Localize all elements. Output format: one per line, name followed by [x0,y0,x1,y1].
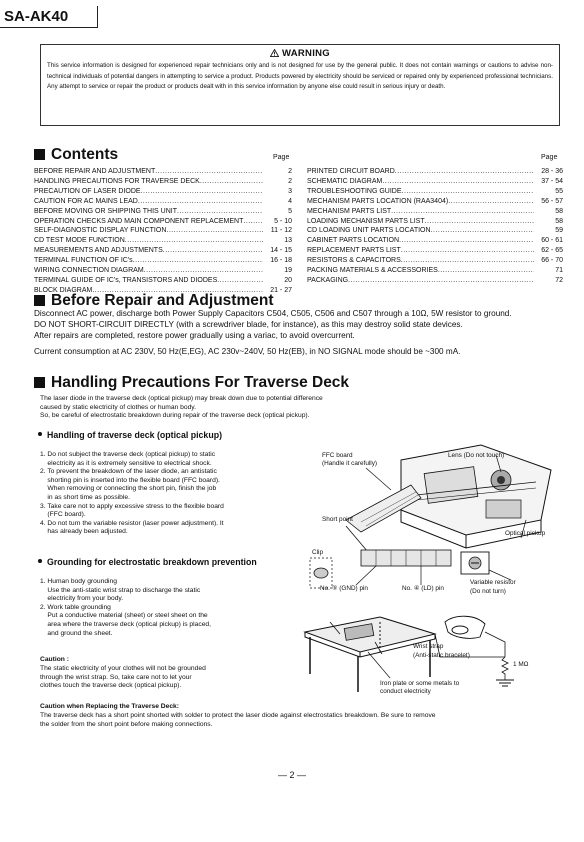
toc-entry [34,167,292,177]
label-optical-pickup: Optical pickup [505,530,546,537]
toc-entry-title: PACKING MATERIALS & ACCESSORIES [307,267,438,275]
toc-entry [307,197,563,207]
toc-entry [307,207,563,217]
toc-entry-page: 71 [555,267,563,275]
label-conduct: conduct electricity [380,688,431,695]
toc-entry-page: 4 [288,197,292,205]
toc-entry-page: 62 - 65 [541,247,563,255]
subheading-grounding [38,557,257,567]
toc-entry-title: CAUTION FOR AC MAINS LEAD [34,197,138,205]
toc-dot-leader [401,256,534,266]
toc-dot-leader [155,167,263,177]
toc-entry-page: 16 - 18 [270,257,292,265]
toc-right-column [307,167,563,286]
grounding-item-line: area where the traverse deck (optical pickup) is placed, [40,620,211,628]
label-wrist-strap: Wrist strap [413,643,444,650]
toc-entry-title: BLOCK DIAGRAM [34,286,93,294]
grounding-item-line: and ground the sheet. [40,629,113,637]
toc-dot-leader [138,197,263,207]
toc-entry [307,217,563,227]
label-resistance: 1 MΩ [513,661,529,668]
toc-entry-title: CD LOADING UNIT PARTS LOCATION [307,227,431,235]
warning-text: This service information is designed for experienced repair technicians only and is not designed for use by the general public. It does not contain warnings or cautions to advise non-technical individuals of potential dangers in attempting to service a product. Products powered by electricity should be serviced or repaired only by experienced professional technicians. Any attempt to service or repair the product or products dealt with in this service information by anyone else could result in serious injury or death. [47,62,553,90]
toc-dot-leader [399,236,534,246]
toc-entry-title: TERMINAL FUNCTION OF IC's [34,257,133,265]
replace-line: the solder from the short point before making connections. [40,720,213,728]
grounding-item-line: Put a conductive material (sheet) or steel sheet on the [40,612,208,620]
toc-entry-page: 13 [284,237,292,245]
toc-entry [34,276,292,286]
intro-line: The laser diode in the traverse deck (optical pickup) may break down due to potential difference [40,395,323,402]
bullet-icon [38,559,42,563]
toc-dot-leader [144,266,263,276]
section-marker-icon [34,295,45,306]
toc-entry-page: 5 [288,207,292,215]
toc-entry-page: 20 [284,276,292,284]
handling-item-line: in as short time as possible. [40,493,130,501]
toc-entry [34,207,292,217]
toc-entry [34,217,292,227]
toc-dot-leader [425,217,534,227]
toc-entry-title: PRECAUTION OF LASER DIODE [34,187,141,195]
before-repair-line: Disconnect AC power, discharge both Power Supply Capacitors C504, C505, C506 and C507 through a 10Ω, 5W resistor to ground. [34,309,512,318]
toc-entry [307,256,563,266]
label-lens: Lens (Do not touch) [448,452,505,459]
toc-dot-leader [391,207,534,217]
toc-entry-page: 2 [288,168,292,175]
toc-entry-title: TROUBLESHOOTING GUIDE [307,187,402,195]
subheading-text: Handling of traverse deck (optical pickup) [47,430,222,440]
label-ffc-board: FFC board [322,452,353,459]
toc-dot-leader [402,187,534,197]
toc-entry-title: HANDLING PRECAUTIONS FOR TRAVERSE DECK [34,177,200,185]
model-label: SA-AK40 [0,6,98,28]
toc-entry [34,256,292,266]
handling-item-line: When removing or connecting the short pin, finish the job [40,485,217,493]
subheading-handling [38,430,222,440]
toc-entry [34,226,292,236]
toc-entry-page: 72 [555,276,563,284]
before-repair-body [34,309,574,341]
toc-entry-title: RESISTORS & CAPACITORS [307,257,401,265]
caution-title: Caution : [40,656,69,663]
toc-entry-page: 55 [555,187,563,195]
label-gnd-pin: No. ⑤ (GND) pin [320,585,368,592]
grounding-items [40,578,305,638]
toc-entry-page: 66 - 70 [541,257,563,265]
toc-entry-page: 60 - 61 [541,237,563,245]
caution-body [40,665,305,691]
toc-dot-leader [163,246,263,256]
toc-entry [307,266,563,276]
toc-entry-title: CD TEST MODE FUNCTION [34,237,125,245]
handling-item-line: 1. Do not subject the traverse deck (optical pickup) to static [40,451,216,458]
toc-dot-leader [448,197,534,207]
toc-entry-title: REPLACEMENT PARTS LIST [307,247,401,255]
handling-item-line: shorting pin is inserted into the flexible board (FFC board). [40,476,220,484]
toc-entry-title: BEFORE MOVING OR SHIPPING THIS UNIT [34,207,177,215]
toc-entry-title: SELF-DIAGNOSTIC DISPLAY FUNCTION [34,227,167,235]
handling-heading [34,374,349,392]
toc-left-column [34,167,292,296]
handling-item-line: 4. Do not turn the variable resistor (laser power adjustment). It [40,519,224,527]
label-variable-resistor: Variable resistor [470,579,516,586]
toc-entry [34,236,292,246]
before-repair-title: Before Repair and Adjustment [51,292,274,309]
label-anti-static: (Anti-static bracelet) [413,652,470,659]
toc-entry-page: 28 - 36 [541,168,563,175]
intro-line: caused by static electricity of clothes or human body. [40,403,196,411]
toc-dot-leader [200,177,263,187]
before-repair-heading [34,292,274,310]
grounding-item-line: Use the anti-static wrist strap to discharge the static [40,586,201,594]
caution-line: clothes touch the traverse deck (optical pickup). [40,682,182,690]
toc-entry [34,197,292,207]
toc-entry [307,246,563,256]
label-clip: Clip [312,549,324,556]
toc-entry [307,276,563,286]
section-marker-icon [34,149,45,160]
toc-entry-page: 2 [288,177,292,185]
intro-line: So, be careful of electrostatic breakdown during repair of the traverse deck (optical pickup). [40,412,310,420]
toc-entry [34,246,292,256]
toc-entry-title: SCHEMATIC DIAGRAM [307,177,383,185]
toc-entry-title: PRINTED CIRCUIT BOARD [307,168,395,175]
toc-entry [307,236,563,246]
toc-dot-leader [141,187,263,197]
toc-entry-page: 59 [555,227,563,235]
toc-entry-page: 14 - 15 [270,247,292,255]
toc-entry-page: 58 [555,217,563,225]
warning-title-text: WARNING [281,48,330,59]
page-number: — 2 — [277,770,306,780]
label-short-point: Short point [322,516,353,523]
current-consumption: Current consumption at AC 230V, 50 Hz(E,EG), AC 230v~240V, 50 Hz(EB), in NO SIGNAL mode should be ~300 mA. [34,347,461,356]
toc-entry-page: 21 - 27 [270,286,292,294]
toc-entry [307,167,563,177]
grounding-item-line: 2. Work table grounding [40,603,111,611]
toc-entry-page: 5 - 10 [274,217,292,225]
toc-entry-title: WIRING CONNECTION DIAGRAM [34,267,144,275]
toc-dot-leader [217,276,263,286]
toc-dot-leader [166,226,263,236]
label-ld-pin: No. ④ (LD) pin [402,585,444,592]
warning-triangle-icon [270,49,279,57]
toc-entry-title: BEFORE REPAIR AND ADJUSTMENT [34,168,156,175]
label-do-not-turn: (Do not turn) [470,588,506,595]
toc-entry-title: LOADING MECHANISM PARTS LIST [307,217,425,225]
section-marker-icon [34,377,45,388]
toc-dot-leader [395,167,534,177]
toc-entry-title: TERMINAL GUIDE OF IC's, TRANSISTORS AND DIODES [34,276,218,284]
toc-entry-title: CABINET PARTS LOCATION [307,237,400,245]
toc-entry-page: 11 - 12 [270,227,292,235]
bullet-icon [38,432,42,436]
caution-line: The static electricity of your clothes will not be grounded [40,665,206,672]
toc-dot-leader [431,226,534,236]
toc-entry [307,177,563,187]
handling-intro [40,395,420,421]
toc-entry-page: 37 - 54 [541,177,563,185]
grounding-item-line: 1. Human body grounding [40,578,117,585]
warning-box [40,44,560,126]
grounding-item-line: electricity from your body. [40,595,124,603]
before-repair-line: After repairs are completed, restore power gradually using a variac, to avoid overcurrent. [34,330,355,340]
toc-dot-leader [243,217,263,227]
replace-caution-body [40,712,580,729]
handling-title: Handling Precautions For Traverse Deck [51,374,350,391]
toc-entry [307,226,563,236]
page-label-left: Page [273,154,290,161]
toc-entry [307,187,563,197]
toc-entry-page: 3 [288,187,292,195]
toc-entry [34,187,292,197]
label-handle-carefully: (Handle it carefully) [322,460,378,467]
toc-dot-leader [348,276,534,286]
label-iron-plate: Iron plate or some metals to [380,680,460,687]
toc-entry-title: MEASUREMENTS AND ADJUSTMENTS [34,247,163,255]
handling-items [40,451,305,537]
page-label-right: Page [541,154,558,161]
toc-dot-leader [438,266,534,276]
toc-entry [34,177,292,187]
handling-item-line: electricity as it is extremely sensitive to electrical shock. [40,459,212,467]
toc-dot-leader [382,177,534,187]
toc-entry-page: 58 [555,207,563,215]
toc-entry-page: 19 [284,267,292,275]
handling-item-line: (FFC board). [40,511,86,519]
toc-entry-title: MECHANISM PARTS LIST [307,207,392,215]
toc-entry-page: 56 - 57 [541,197,563,205]
handling-item-line: 2. To prevent the breakdown of the laser diode, an antistatic [40,468,217,476]
toc-entry-title: OPERATION CHECKS AND MAIN COMPONENT REPLACEMENT [34,217,244,225]
toc-entry-title: MECHANISM PARTS LOCATION (RAA3404) [307,197,449,205]
toc-entry-title: PACKAGING [307,276,349,284]
toc-entry [34,266,292,276]
caution-line: through the wrist strap. So, take care not to let your [40,673,192,681]
toc-dot-leader [401,246,534,256]
before-repair-line: DO NOT SHORT-CIRCUIT DIRECTLY (with a screwdriver blade, for instance), as this may destroy solid state devices. [34,319,463,329]
subheading-text: Grounding for electrostatic breakdown prevention [47,557,257,567]
contents-title: Contents [51,146,119,163]
toc-dot-leader [125,236,263,246]
replace-caution-title: Caution when Replacing the Traverse Deck: [40,703,179,710]
handling-item-line: has already been adjusted. [40,528,128,536]
handling-item-line: 3. Take care not to apply excessive stress to the flexible board [40,502,224,510]
contents-heading [34,146,118,164]
warning-title [47,48,553,59]
toc-dot-leader [177,207,263,217]
replace-line: The traverse deck has a short point shorted with solder to protect the laser diode against electrostatics breakdown. Be sure to remove [40,712,436,719]
toc-dot-leader [133,256,263,266]
